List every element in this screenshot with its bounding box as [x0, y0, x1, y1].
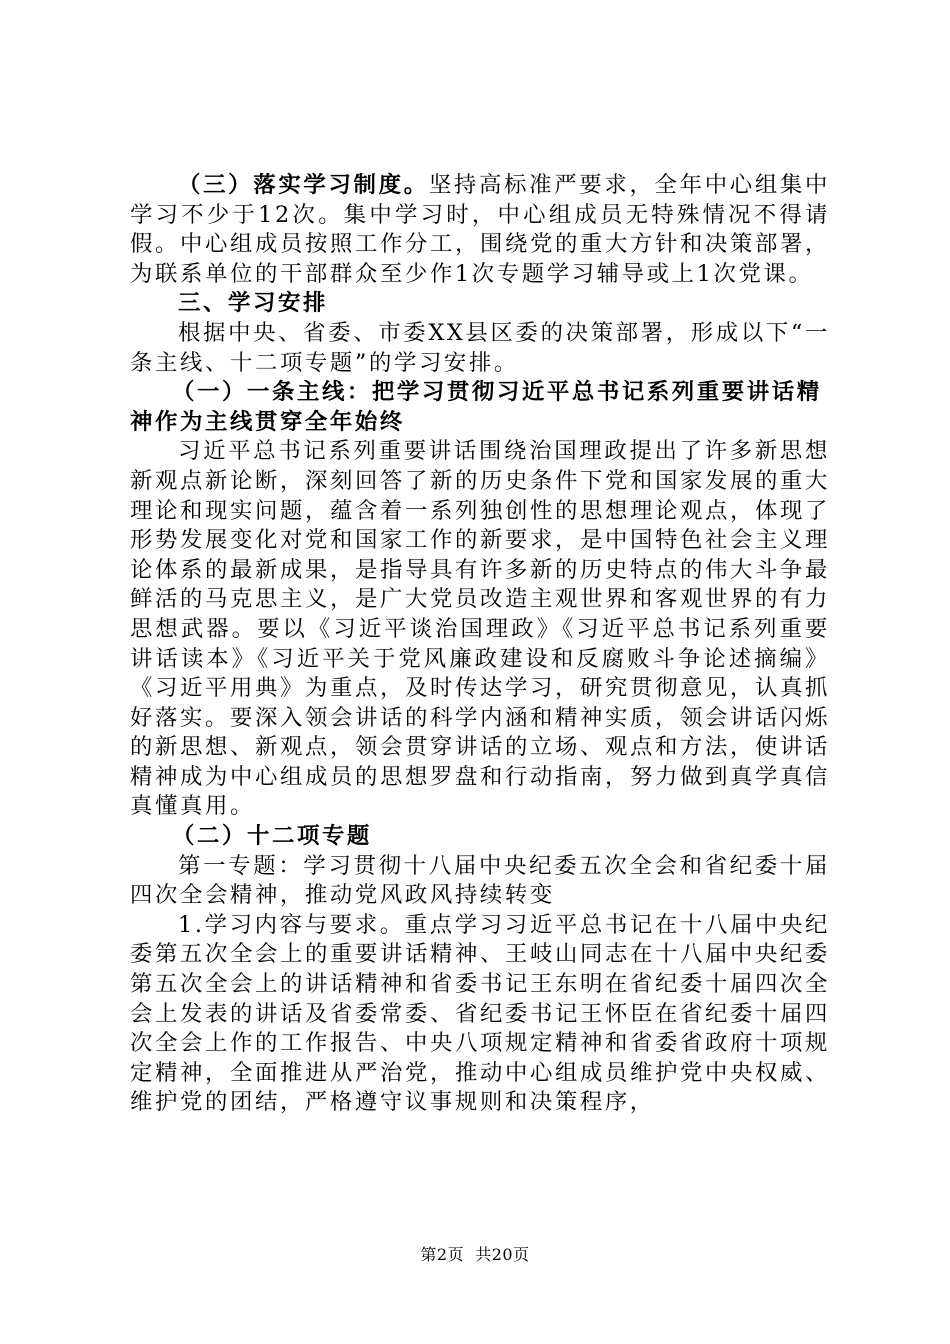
page-footer	[0, 1242, 950, 1265]
subsection-heading-main-line: （一）一条主线：把学习贯彻习近平总书记系列重要讲话精神作为主线贯穿全年始终	[130, 379, 822, 435]
paragraph-arrangement-intro: 根据中央、省委、市委XX县区委的决策部署，形成以下“一条主线、十二项专题”的学习安排。	[130, 319, 830, 376]
document-page	[130, 171, 830, 1118]
paragraph-lead-bold: （三）落实学习制度。	[178, 172, 429, 198]
paragraph-study-system	[130, 171, 830, 289]
section-heading-study-arrangement: 三、学习安排	[178, 290, 328, 317]
paragraph-body: 坚持高标准严要求，全年中心组集中学习不少于12次。集中学习时，中心组成员无特殊情况不得请假。中心组成员按照工作分工，围绕党的重大方针和决策部署，为联系单位的干部群众至少作1次专题学习辅导或上1次党课。	[130, 172, 831, 287]
paragraph-main-line-body: 习近平总书记系列重要讲话围绕治国理政提出了许多新思想新观点新论断，深刻回答了新的历史条件下党和国家发展的重大理论和现实问题，蕴含着一系列独创性的思想理论观点，体现了形势发展变化对党和国家工作的新要求，是中国特色社会主义理论体系的最新成果，是指导具有许多新的历史特点的伟大斗争最鲜活的马克思主义，是广大党员改造主观世界和客观世界的有力思想武器。要以《习近平谈治国理政》《习近平总书记系列重要讲话读本》《习近平关于党风廉政建设和反腐败斗争论述摘编》《习近平用典》为重点，及时传达学习，研究贯彻意见，认真抓好落实。要深入领会讲话的科学内涵和精神实质，领会讲话闪烁的新思想、新观点，领会贯穿讲话的立场、观点和方法，使讲话精神成为中心组成员的思想罗盘和行动指南，努力做到真学真信真懂真用。	[130, 438, 830, 820]
page-number-text: 第2页 共20页	[420, 1245, 530, 1264]
paragraph-topic-one-content: 1.学习内容与要求。重点学习习近平总书记在十八届中央纪委第五次全会上的重要讲话精神、王岐山同志在十八届中央纪委第五次全会上的讲话精神和省委书记王东明在省纪委十届四次全会上发表的讲话及省委常委、省纪委书记王怀臣在省纪委十届四次全会上作的工作报告、中央八项规定精神和省委省政府十项规定精神，全面推进从严治党，推动中心组成员维护党中央权威、维护党的团结，严格遵守议事规则和决策程序，	[130, 911, 830, 1116]
paragraph-topic-one-title: 第一专题：学习贯彻十八届中央纪委五次全会和省纪委十届四次全会精神，推动党风政风持续转变	[130, 852, 830, 909]
subsection-heading-twelve-topics: （二）十二项专题	[172, 823, 372, 850]
